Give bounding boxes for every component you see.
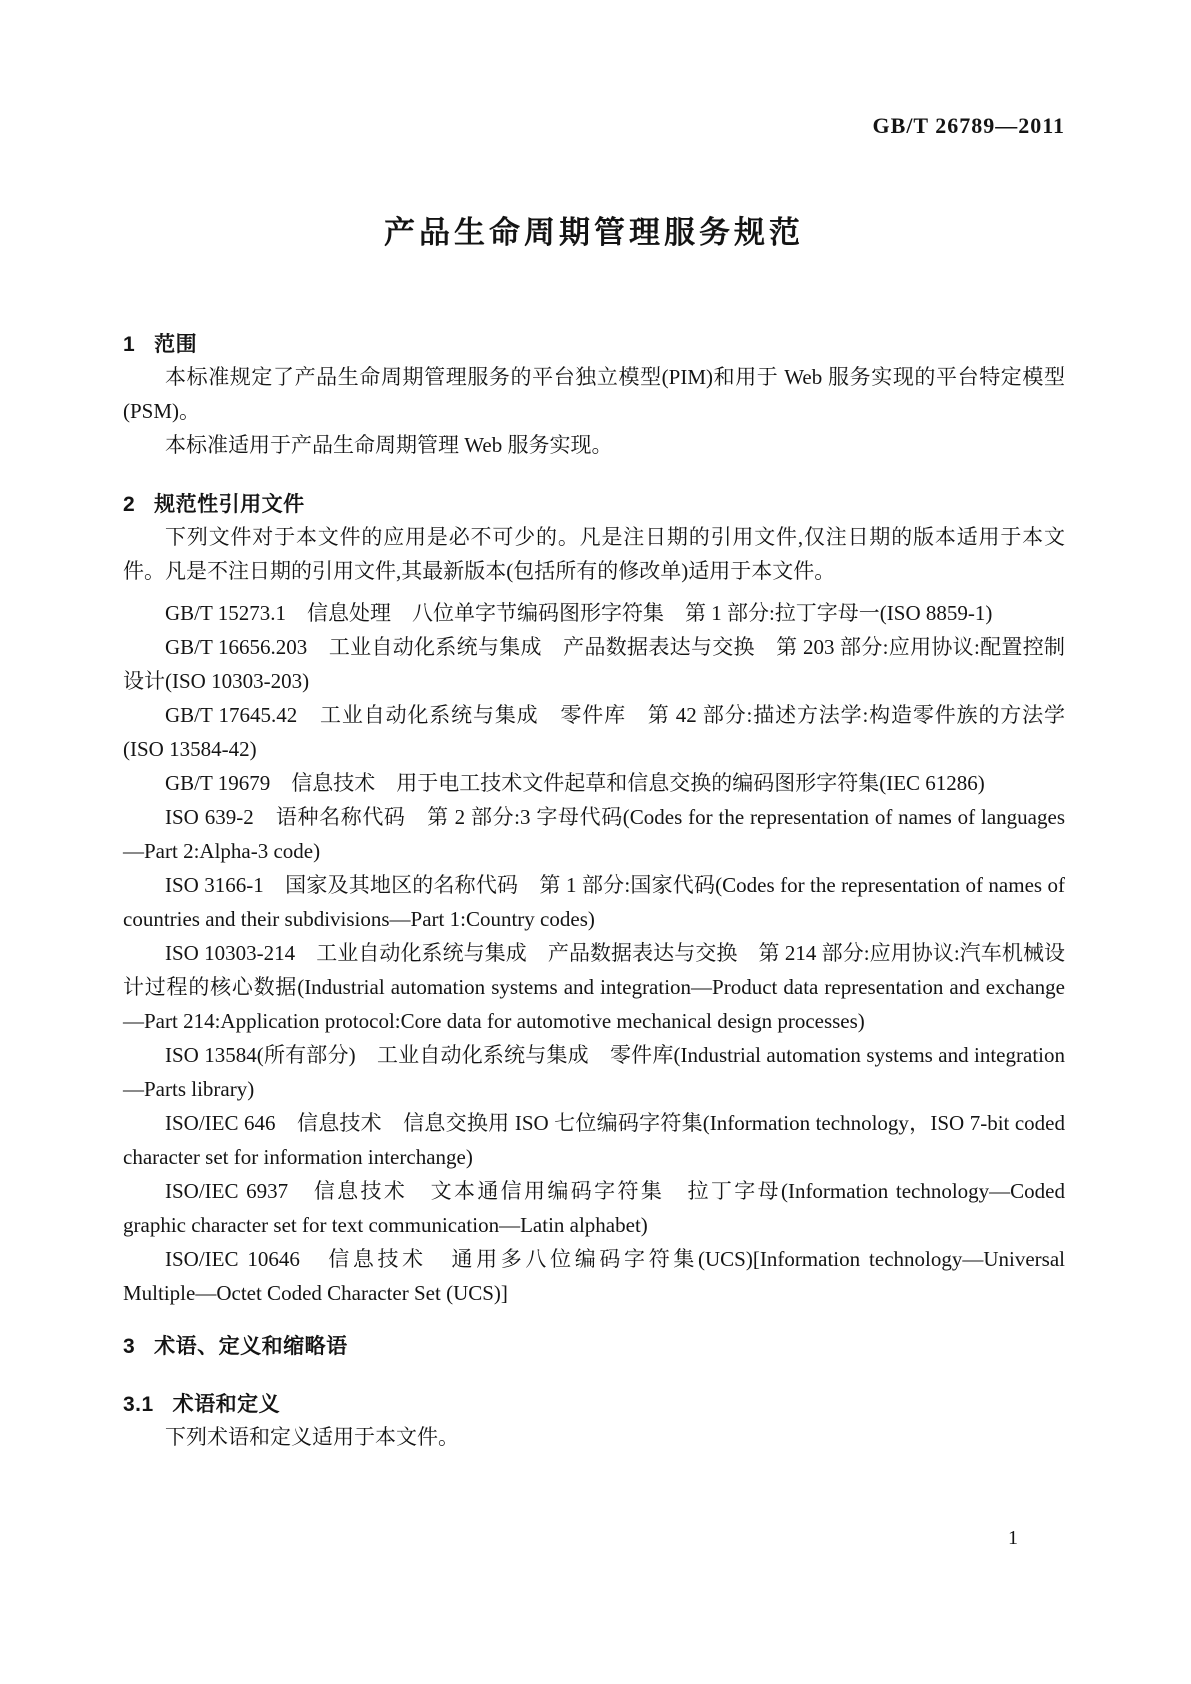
document-title: 产品生命周期管理服务规范 (384, 215, 804, 250)
page-content (123, 0, 1065, 1454)
section-2-heading (123, 490, 1065, 520)
section-3-number: 3 (123, 1335, 136, 1358)
reference-item: ISO/IEC 10646 信息技术 通用多八位编码字符集(UCS)[Information technology—Universal Multiple—Octet Coded Character Set (UCS)] (123, 1247, 1065, 1305)
scope-paragraph-2: 本标准适用于产品生命周期管理 Web 服务实现。 (165, 433, 613, 457)
reference-item: GB/T 17645.42 工业自动化系统与集成 零件库 第 42 部分:描述方法学:构造零件族的方法学(ISO 13584-42) (123, 703, 1065, 761)
terms-intro-paragraph: 下列术语和定义适用于本文件。 (165, 1425, 459, 1449)
section-2-title: 规范性引用文件 (154, 493, 305, 516)
section-2-number: 2 (123, 493, 136, 516)
standard-code-header: GB/T 26789—2011 (872, 113, 1065, 138)
section-3-title: 术语、定义和缩略语 (154, 1335, 348, 1358)
reference-item: ISO 639-2 语种名称代码 第 2 部分:3 字母代码(Codes for the representation of names of languages—Part 2:Alpha-3 code) (123, 805, 1065, 863)
normative-references-list (123, 596, 1065, 1310)
scope-paragraph-1: 本标准规定了产品生命周期管理服务的平台独立模型(PIM)和用于 Web 服务实现的平台特定模型(PSM)。 (123, 365, 1065, 423)
reference-item: ISO/IEC 6937 信息技术 文本通信用编码字符集 拉丁字母(Information technology—Coded graphic character set for text communication—Latin alphabet) (123, 1179, 1065, 1237)
reference-item: ISO 13584(所有部分) 工业自动化系统与集成 零件库(Industrial automation systems and integration—Parts library) (123, 1043, 1065, 1101)
normative-references-intro: 下列文件对于本文件的应用是必不可少的。凡是注日期的引用文件,仅注日期的版本适用于本文件。凡是不注日期的引用文件,其最新版本(包括所有的修改单)适用于本文件。 (123, 525, 1065, 583)
reference-item: GB/T 15273.1 信息处理 八位单字节编码图形字符集 第 1 部分:拉丁字母一(ISO 8859-1) (165, 601, 993, 625)
reference-item: ISO 3166-1 国家及其地区的名称代码 第 1 部分:国家代码(Codes for the representation of names of countries and their subdivisions—Part 1:Country codes) (123, 873, 1065, 931)
section-1-heading (123, 330, 1065, 360)
section-3-1-heading (123, 1390, 1065, 1420)
reference-item: GB/T 19679 信息技术 用于电工技术文件起草和信息交换的编码图形字符集(IEC 61286) (165, 771, 985, 795)
section-1-title: 范围 (154, 333, 198, 356)
reference-item: GB/T 16656.203 工业自动化系统与集成 产品数据表达与交换 第 203 部分:应用协议:配置控制设计(ISO 10303-203) (123, 635, 1065, 693)
section-3-heading (123, 1332, 1065, 1362)
page-number: 1 (1008, 1527, 1018, 1549)
section-1-number: 1 (123, 333, 136, 356)
section-3-1-title: 术语和定义 (172, 1393, 281, 1416)
section-3-1-number: 3.1 (123, 1393, 154, 1416)
reference-item: ISO 10303-214 工业自动化系统与集成 产品数据表达与交换 第 214 部分:应用协议:汽车机械设计过程的核心数据(Industrial automation systems and integration—Product data representation and exchange—Part 214:Application protocol:Core data for automotive mechanical design processes) (123, 941, 1065, 1033)
reference-item: ISO/IEC 646 信息技术 信息交换用 ISO 七位编码字符集(Information technology，ISO 7-bit coded character set for information interchange) (123, 1111, 1065, 1169)
